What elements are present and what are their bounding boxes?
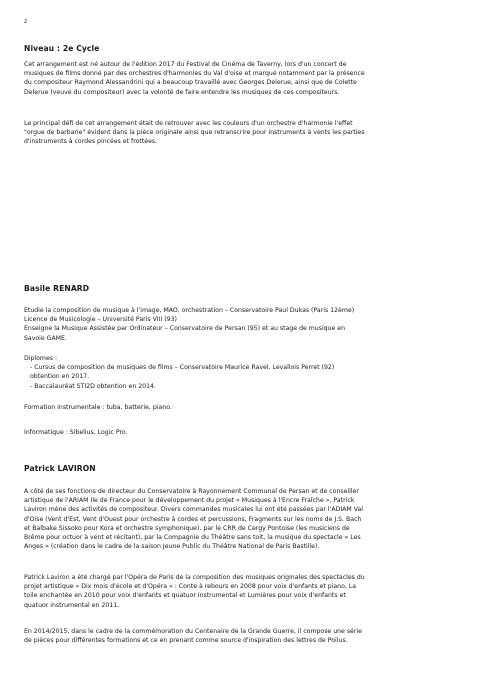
basile-studies: [24, 306, 457, 343]
text-line: Licence de Musicologie – Université Paris VIII (93): [24, 316, 177, 324]
text-line: A côté de ses fonctions de directeur du Conservatoire à Rayonnement Communal de Persan et de conseiller: [24, 488, 359, 495]
text-line: et Balbake Sissoko pour Kora et orchestre symphonique), par le CRR de Cergy Pontoise (les musiciens de: [24, 524, 350, 532]
patrick-paragraph-3: [24, 627, 457, 645]
text-line: En 2014/2015, dans le cadre de la commémoration du Centenaire de la Grande Guerre, il compose une série: [24, 628, 362, 635]
text-line: du compositeur Raymond Alessandrini qui a beaucoup travaillé avec Georges Delerue, ainsi que de Colette: [24, 79, 357, 87]
text-line: Etudie la composition de musique à l'image, MAO, orchestration – Conservatoire Paul Dukas (Paris 12ème): [24, 307, 355, 314]
text-line: Le principal défi de cet arrangement était de retrouver avec les couleurs d'un orchestre d'harmonie l'effet: [24, 120, 353, 127]
text-line: de pièces pour différentes formations et ce en prenant comme source d'inspiration des lettres de Poilus.: [24, 637, 348, 645]
niveau-paragraph-1: [24, 60, 457, 97]
basile-informatique: Informatique : Sibelius, Logic Pro.: [24, 429, 128, 436]
text-line: Savoie GAME.: [24, 334, 67, 342]
text-line: Delerue (veuve du compositeur) avec la volonté de faire entendre les musiques de ces compositeurs.: [24, 88, 340, 96]
page-number: 2: [24, 19, 28, 25]
text-line: artistique de l'ARIAM Ile de France pour le développement du projet « Musiques à l'Encre Fraîche », Patrick: [24, 497, 355, 505]
text-line: Brême pour octuor à vent et récitant), par la Compagnie du Théâtre sans toit, la musique du spectacle « Les: [24, 534, 361, 542]
text-line: Enseigne la Musique Assistée par Ordinateur – Conservatoire de Persan (95) et au stage de musique en: [24, 325, 346, 333]
text-line: Anges » (création dans le cadre de la saison Jeune Public du Théâtre National de Paris Bastille).: [24, 543, 320, 551]
niveau-heading: Niveau : 2e Cycle: [24, 44, 100, 53]
text-line: "orgue de barbarie" évident dans la pièce originale ainsi que retranscrire pour instruments à vents les parties: [24, 129, 365, 137]
text-line: projet artistique « Dix mois d'école et d'Opéra » : Conte à rebours en 2008 pour voix d'enfants et piano, La: [24, 583, 357, 591]
list-item: obtention en 2017.: [30, 373, 90, 381]
patrick-paragraph-2: [24, 573, 457, 610]
diplomes-label: Diplomes :: [24, 355, 58, 362]
patrick-heading: Patrick LAVIRON: [24, 464, 96, 473]
basile-diplomes: [24, 354, 457, 391]
patrick-paragraph-1: [24, 487, 457, 551]
text-line: Cet arrangement est né autour de l'édition 2017 du Festival de Cinéma de Taverny, lors d'un concert de: [24, 61, 347, 68]
text-line: Patrick Laviron a été chargé par l'Opéra de Paris de la composition des musiques originales des spectacles du: [24, 574, 365, 581]
text-line: d'instruments à cordes pincées et frottées.: [24, 138, 158, 146]
text-line: quatuor instrumental en 2011.: [24, 601, 120, 609]
basile-formation: Formation instrumentale : tuba, batterie, piano.: [24, 404, 172, 411]
niveau-paragraph-2: [24, 119, 457, 147]
basile-heading: Basile RENARD: [24, 284, 90, 293]
text-line: toile enchantée en 2010 pour voix d'enfants et quatuor instrumental et Lumières pour voix d'enfants et: [24, 592, 346, 600]
list-item: - Baccalauréat STI2D obtention en 2014.: [30, 382, 156, 390]
text-line: musiques de films donné par des orchestres d'harmonies du Val d'oise et marqué notamment par la présence: [24, 70, 365, 78]
text-line: Laviron mène des activités de compositeur. Divers commandes musicales lui ont été passées par l'ADIAM Val: [24, 506, 363, 514]
text-line: d'Oise (Vent d'Est, Vent d'Ouest pour orchestre à cordes et percussions, Fragments sur les noms de J.S. Bach: [24, 515, 362, 523]
list-item: - Cursus de composition de musiques de films – Conservatoire Maurice Ravel, Levallois Perret (92): [30, 364, 335, 372]
